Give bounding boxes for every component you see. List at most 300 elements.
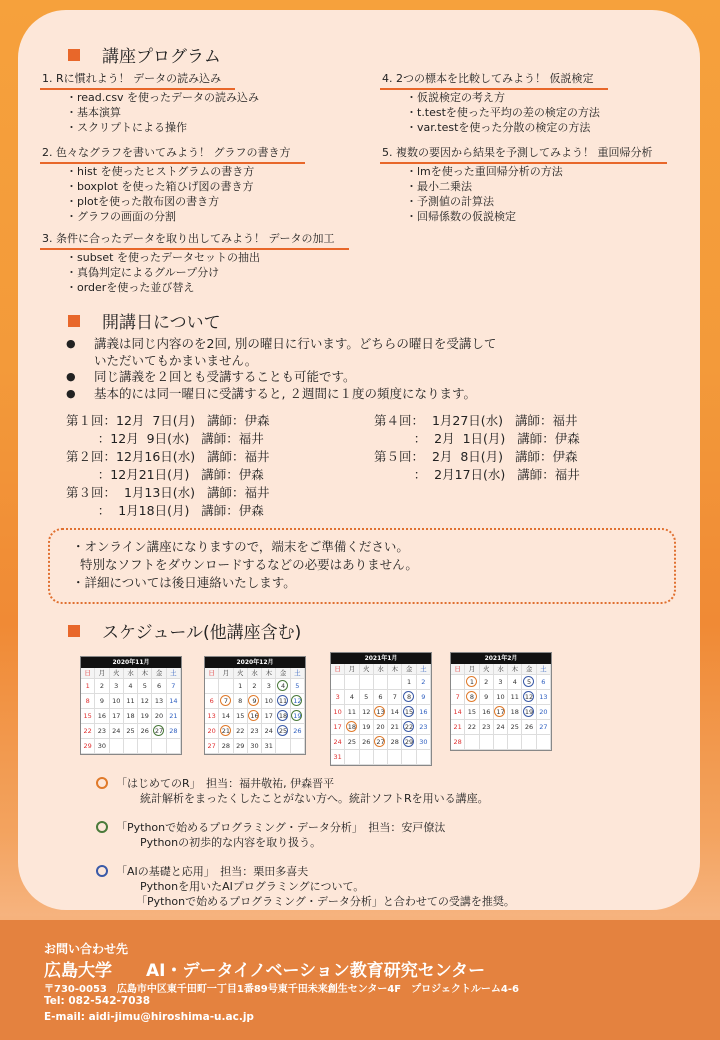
calendar-day bbox=[138, 694, 152, 709]
notice-line: ・オンライン講座になりますので，端末をご準備ください。 bbox=[72, 539, 409, 554]
day-number: 29 bbox=[236, 742, 245, 750]
course-ring-icon bbox=[248, 695, 259, 706]
calendar-day bbox=[522, 735, 536, 750]
topic-item: ・var.testを使った分散の検定の方法 bbox=[406, 121, 591, 134]
session-line: ：12月 9日(水) 講師：福井 bbox=[66, 431, 264, 446]
calendar-day bbox=[522, 705, 536, 720]
topic-item: ・予測値の計算法 bbox=[406, 195, 494, 208]
day-number: 20 bbox=[154, 712, 164, 720]
calendar-day bbox=[205, 709, 219, 724]
day-number: 27 bbox=[376, 738, 385, 746]
legend-title: 「AIの基礎と応用」 担当：栗田多喜夫 bbox=[116, 865, 309, 878]
day-number: 20 bbox=[376, 723, 385, 731]
day-number: 7 bbox=[455, 693, 460, 701]
topic-title bbox=[40, 70, 259, 90]
legend-line bbox=[96, 864, 515, 879]
dates-section-title: 開講日について bbox=[68, 308, 221, 333]
weekday-label: 木 bbox=[508, 664, 522, 675]
session-line: ： 2月17日(水) 講師：福井 bbox=[374, 467, 580, 482]
calendar-day bbox=[402, 750, 416, 765]
topic-item: ・基本演算 bbox=[66, 106, 121, 119]
calendar-day bbox=[167, 709, 181, 724]
legend-item bbox=[96, 776, 489, 806]
calendar-day bbox=[276, 739, 290, 754]
day-number: 17 bbox=[264, 712, 273, 720]
day-number: 5 bbox=[526, 678, 532, 686]
calendar-day bbox=[234, 679, 248, 694]
weekday-label: 金 bbox=[276, 668, 290, 679]
weekday-label: 月 bbox=[465, 664, 479, 675]
day-number: 7 bbox=[392, 693, 397, 701]
calendar-day bbox=[537, 705, 551, 720]
day-number: 18 bbox=[126, 712, 135, 720]
bullet-row bbox=[64, 369, 664, 386]
calendar-day bbox=[480, 735, 494, 750]
session-line: 第４回： 1月27日(水) 講師：福井 bbox=[374, 413, 578, 428]
day-number: 25 bbox=[510, 723, 519, 731]
topic-item: ・真偽判定によるグループ分け bbox=[66, 266, 220, 279]
day-number: 6 bbox=[541, 678, 546, 686]
calendar-day bbox=[345, 705, 359, 720]
calendar-day bbox=[110, 679, 124, 694]
calendar-title: 2021年1月 bbox=[331, 653, 431, 664]
square-bullet-icon bbox=[68, 625, 80, 637]
calendar-day bbox=[480, 675, 494, 690]
course-ring-icon bbox=[523, 676, 534, 687]
topic-title bbox=[40, 144, 305, 164]
legend-circle-icon bbox=[96, 821, 108, 833]
calendar-day bbox=[465, 690, 479, 705]
day-number: 3 bbox=[114, 682, 119, 690]
calendar-day bbox=[234, 694, 248, 709]
weekday-label: 火 bbox=[234, 668, 248, 679]
bullet-dot-icon: ● bbox=[66, 337, 76, 350]
calendar-day bbox=[138, 709, 152, 724]
calendar-day bbox=[360, 690, 374, 705]
calendar-day bbox=[81, 709, 95, 724]
session-line: 第２回：12月16日(水) 講師：福井 bbox=[66, 449, 270, 464]
calendar-day bbox=[480, 720, 494, 735]
calendar-day bbox=[167, 724, 181, 739]
calendar-day bbox=[291, 694, 305, 709]
legend-desc: 統計解析をまったくしたことがない方へ。統計ソフトRを用いる講座。 bbox=[140, 792, 489, 805]
bullet-dot-icon bbox=[64, 353, 94, 370]
calendar-day bbox=[402, 705, 416, 720]
day-number: 22 bbox=[467, 723, 477, 731]
calendar-day bbox=[345, 675, 359, 690]
day-number: 11 bbox=[510, 693, 519, 701]
legend-desc: Pythonを用いたAIプログラミングについて。 bbox=[140, 880, 365, 893]
day-number: 26 bbox=[362, 738, 371, 746]
day-number: 6 bbox=[156, 682, 162, 690]
weekday-label: 日 bbox=[451, 664, 465, 675]
calendar-day bbox=[494, 720, 508, 735]
topic-item: ・回帰係数の仮説検定 bbox=[406, 210, 516, 223]
day-number: 14 bbox=[221, 712, 231, 720]
session-line: ： 2月 1日(月) 講師：伊森 bbox=[374, 431, 580, 446]
calendar-day bbox=[388, 690, 402, 705]
calendar-day bbox=[388, 735, 402, 750]
calendar-day bbox=[248, 694, 262, 709]
square-bullet-icon bbox=[68, 49, 80, 61]
calendar-day bbox=[95, 724, 109, 739]
calendar-day bbox=[388, 675, 402, 690]
calendar-day bbox=[374, 735, 388, 750]
day-number: 23 bbox=[419, 723, 428, 731]
calendar-day bbox=[374, 750, 388, 765]
weekday-label: 月 bbox=[219, 668, 233, 679]
calendar-day bbox=[508, 690, 522, 705]
course-ring-icon bbox=[220, 725, 231, 736]
day-number: 10 bbox=[333, 708, 342, 716]
day-number: 28 bbox=[390, 738, 399, 746]
calendar-title: 2021年2月 bbox=[451, 653, 551, 664]
calendar-day bbox=[262, 679, 276, 694]
calendar-day bbox=[331, 675, 345, 690]
legend-item bbox=[96, 864, 515, 909]
calendar-day bbox=[388, 720, 402, 735]
weekday-label: 金 bbox=[402, 664, 416, 675]
calendar-day bbox=[219, 709, 233, 724]
calendar-day bbox=[110, 694, 124, 709]
day-number: 4 bbox=[128, 682, 133, 690]
day-number: 3 bbox=[335, 693, 340, 701]
session-line: ： 1月18日(月) 講師：伊森 bbox=[66, 503, 264, 518]
calendar-day bbox=[234, 724, 248, 739]
calendar-day bbox=[465, 705, 479, 720]
calendar-day bbox=[234, 709, 248, 724]
calendar-day bbox=[508, 705, 522, 720]
calendar-day bbox=[522, 720, 536, 735]
day-number: 23 bbox=[250, 727, 259, 735]
topic-item: ・plotを使った散布図の書き方 bbox=[66, 195, 220, 208]
calendar-day bbox=[291, 709, 305, 724]
topic-item: ・最小二乗法 bbox=[406, 180, 472, 193]
day-number: 1 bbox=[406, 678, 412, 686]
day-number: 14 bbox=[390, 708, 399, 716]
calendar-day bbox=[508, 720, 522, 735]
weekday-label: 水 bbox=[494, 664, 508, 675]
calendar-day bbox=[451, 690, 465, 705]
topic-item: ・subset を使ったデータセットの抽出 bbox=[66, 251, 260, 264]
day-number: 9 bbox=[484, 693, 489, 701]
bullet-text: 基本的には同一曜日に受講すると, ２週間に１度の頻度になります。 bbox=[94, 385, 476, 401]
calendar-day bbox=[417, 720, 431, 735]
day-number: 24 bbox=[112, 727, 121, 735]
calendar-day bbox=[345, 690, 359, 705]
calendar-day bbox=[219, 679, 233, 694]
calendar-day bbox=[81, 679, 95, 694]
notice-line: ・詳細については後日連絡いたします。 bbox=[72, 575, 296, 590]
day-number: 12 bbox=[293, 697, 302, 705]
weekday-label: 月 bbox=[95, 668, 109, 679]
legend-item bbox=[96, 820, 445, 850]
calendar-day bbox=[219, 739, 233, 754]
course-ring-icon bbox=[277, 695, 288, 706]
weekday-label: 木 bbox=[138, 668, 152, 679]
bullet-row bbox=[64, 336, 664, 353]
calendar-day bbox=[276, 694, 290, 709]
day-number: 24 bbox=[333, 738, 342, 746]
legend-circle-icon bbox=[96, 865, 108, 877]
day-number: 18 bbox=[347, 723, 357, 731]
day-number: 28 bbox=[221, 742, 231, 750]
day-number: 4 bbox=[349, 693, 354, 701]
calendar-day bbox=[124, 724, 138, 739]
calendar-day bbox=[219, 694, 233, 709]
calendar-month bbox=[80, 656, 182, 755]
calendar-day bbox=[234, 739, 248, 754]
calendar-day bbox=[417, 690, 431, 705]
day-number: 16 bbox=[250, 712, 259, 720]
calendar-day bbox=[402, 690, 416, 705]
day-number: 23 bbox=[482, 723, 491, 731]
bullet-text: いただいてもかまいません。 bbox=[94, 352, 258, 368]
contact-label: お問い合わせ先 bbox=[44, 942, 129, 956]
course-ring-icon bbox=[153, 725, 164, 736]
calendar-day bbox=[124, 739, 138, 754]
calendar-day bbox=[537, 690, 551, 705]
calendar-day bbox=[276, 709, 290, 724]
calendar-day bbox=[417, 675, 431, 690]
day-number: 7 bbox=[171, 682, 176, 690]
program-topic bbox=[380, 144, 667, 224]
calendar-day bbox=[417, 705, 431, 720]
calendar-day bbox=[276, 679, 290, 694]
calendar-day bbox=[345, 750, 359, 765]
day-number: 22 bbox=[83, 727, 92, 735]
calendar-day bbox=[167, 739, 181, 754]
day-number: 24 bbox=[496, 723, 505, 731]
course-ring-icon bbox=[403, 736, 414, 747]
day-number: 18 bbox=[510, 708, 519, 716]
weekday-label: 金 bbox=[522, 664, 536, 675]
course-ring-icon bbox=[466, 676, 477, 687]
day-number: 24 bbox=[264, 727, 273, 735]
day-number: 13 bbox=[376, 708, 385, 716]
day-number: 17 bbox=[333, 723, 342, 731]
bullet-text: 講義は同じ内容のを2回, 別の曜日に行います。どちらの曜日を受講して bbox=[94, 336, 497, 351]
weekday-label: 土 bbox=[537, 664, 551, 675]
day-number: 12 bbox=[140, 697, 149, 705]
calendar-day bbox=[167, 679, 181, 694]
day-number: 2 bbox=[421, 678, 426, 686]
day-number: 6 bbox=[378, 693, 383, 701]
calendar-day bbox=[388, 705, 402, 720]
calendar-day bbox=[331, 690, 345, 705]
day-number: 15 bbox=[83, 712, 92, 720]
course-ring-icon bbox=[466, 691, 477, 702]
calendar-day bbox=[291, 724, 305, 739]
day-number: 17 bbox=[112, 712, 121, 720]
course-ring-icon bbox=[346, 721, 357, 732]
calendar-day bbox=[248, 724, 262, 739]
calendar-day bbox=[331, 705, 345, 720]
calendar-day bbox=[494, 735, 508, 750]
day-number: 8 bbox=[406, 693, 412, 701]
calendar-day bbox=[465, 675, 479, 690]
topic-item: ・t.testを使った平均の差の検定の方法 bbox=[406, 106, 600, 119]
day-number: 3 bbox=[266, 682, 271, 690]
calendar-day bbox=[374, 675, 388, 690]
topic-title-text: 3. 条件に合ったデータを取り出してみよう！ データの加工 bbox=[40, 230, 349, 250]
day-number: 9 bbox=[421, 693, 426, 701]
calendar-day bbox=[138, 679, 152, 694]
day-number: 1 bbox=[238, 682, 243, 690]
session-line: 第１回：12月 7日(月) 講師：伊森 bbox=[66, 413, 270, 428]
day-number: 4 bbox=[512, 678, 517, 686]
square-bullet-icon bbox=[68, 315, 80, 327]
calendar-day bbox=[124, 679, 138, 694]
calendar-day bbox=[95, 694, 109, 709]
calendar-day bbox=[152, 739, 166, 754]
weekday-label: 金 bbox=[152, 668, 166, 679]
day-number: 20 bbox=[539, 708, 548, 716]
calendar-day bbox=[374, 705, 388, 720]
calendar-day bbox=[167, 694, 181, 709]
weekday-label: 土 bbox=[417, 664, 431, 675]
day-number: 22 bbox=[236, 727, 245, 735]
calendar-day bbox=[360, 720, 374, 735]
topic-title-text: 5. 複数の要因から結果を予測してみよう！ 重回帰分析 bbox=[380, 144, 667, 164]
course-ring-icon bbox=[403, 721, 414, 732]
legend-title: 「はじめてのR」 担当：福井敬祐, 伊森晋平 bbox=[116, 777, 335, 790]
day-number: 30 bbox=[419, 738, 428, 746]
calendar-day bbox=[124, 694, 138, 709]
day-number: 21 bbox=[390, 723, 399, 731]
calendar-day bbox=[374, 690, 388, 705]
day-number: 21 bbox=[169, 712, 178, 720]
schedule-section-title: スケジュール(他講座含む) bbox=[68, 618, 301, 643]
day-number: 14 bbox=[169, 697, 178, 705]
day-number: 2 bbox=[99, 682, 104, 690]
program-topic bbox=[380, 70, 608, 135]
calendar-grid bbox=[205, 668, 305, 754]
day-number: 20 bbox=[207, 727, 216, 735]
topic-title-text: 2. 色々なグラフを書いてみよう！ グラフの書き方 bbox=[40, 144, 305, 164]
calendar-day bbox=[537, 735, 551, 750]
topic-title bbox=[380, 144, 667, 164]
calendar-day bbox=[345, 720, 359, 735]
calendar-day bbox=[345, 735, 359, 750]
telephone: Tel: 082-542-7038 bbox=[44, 995, 151, 1007]
day-number: 6 bbox=[209, 697, 214, 705]
day-number: 10 bbox=[264, 697, 273, 705]
day-number: 30 bbox=[250, 742, 259, 750]
course-ring-icon bbox=[220, 695, 231, 706]
weekday-label: 土 bbox=[167, 668, 181, 679]
schedule-left bbox=[66, 412, 270, 520]
calendar-day bbox=[374, 720, 388, 735]
day-number: 5 bbox=[142, 682, 147, 690]
weekday-label: 月 bbox=[345, 664, 359, 675]
day-number: 25 bbox=[347, 738, 357, 746]
day-number: 21 bbox=[221, 727, 231, 735]
topic-title bbox=[380, 70, 608, 90]
topic-title bbox=[40, 230, 349, 250]
address: 〒730-0053 広島市中区東千田町一丁目1番89号東千田未来創生センター4F プロジェクトルーム4-6 bbox=[44, 984, 519, 995]
course-ring-icon bbox=[277, 680, 288, 691]
legend-title: 「Pythonで始めるプログラミング・データ分析」 担当：安戸僚汰 bbox=[116, 821, 446, 834]
day-number: 30 bbox=[97, 742, 107, 750]
notice-line: 特別なソフトをダウンロードするなどの必要はありません。 bbox=[72, 557, 418, 572]
calendar-day bbox=[81, 724, 95, 739]
calendar-day bbox=[138, 739, 152, 754]
calendar-day bbox=[537, 675, 551, 690]
weekday-label: 水 bbox=[124, 668, 138, 679]
day-number: 2 bbox=[252, 682, 257, 690]
day-number: 23 bbox=[97, 727, 107, 735]
calendar-day bbox=[291, 739, 305, 754]
day-number: 8 bbox=[469, 693, 474, 701]
day-number: 31 bbox=[264, 742, 273, 750]
day-number: 13 bbox=[154, 697, 164, 705]
calendar-day bbox=[522, 690, 536, 705]
topic-item: ・lmを使った重回帰分析の方法 bbox=[406, 165, 563, 178]
bullet-text: 同じ講義を２回とも受講することも可能です。 bbox=[94, 369, 356, 384]
course-ring-icon bbox=[403, 691, 414, 702]
schedule-right bbox=[374, 412, 580, 484]
calendar-day bbox=[110, 739, 124, 754]
day-number: 26 bbox=[140, 727, 149, 735]
calendar-day bbox=[205, 694, 219, 709]
weekday-label: 木 bbox=[262, 668, 276, 679]
day-number: 4 bbox=[280, 682, 286, 690]
calendar-day bbox=[508, 675, 522, 690]
calendar-day bbox=[219, 724, 233, 739]
day-number: 7 bbox=[223, 697, 228, 705]
legend-line bbox=[96, 776, 489, 791]
day-number: 29 bbox=[83, 742, 92, 750]
calendar-day bbox=[81, 694, 95, 709]
day-number: 27 bbox=[207, 742, 216, 750]
calendar-day bbox=[480, 690, 494, 705]
calendar-day bbox=[494, 705, 508, 720]
calendar-day bbox=[417, 750, 431, 765]
session-line: 第３回： 1月13日(水) 講師：福井 bbox=[66, 485, 270, 500]
program-section-title: 講座プログラム bbox=[68, 42, 221, 67]
calendar-day bbox=[95, 679, 109, 694]
calendar-day bbox=[110, 724, 124, 739]
calendar-day bbox=[205, 724, 219, 739]
email-address: E-mail: aidi-jimu@hiroshima-u.ac.jp bbox=[44, 1011, 254, 1023]
organization-name: 広島大学 AI・データイノベーション教育研究センター bbox=[44, 961, 486, 981]
calendar-day bbox=[402, 735, 416, 750]
calendar-grid bbox=[81, 668, 181, 754]
calendar-day bbox=[480, 705, 494, 720]
calendar-month bbox=[330, 652, 432, 766]
day-number: 13 bbox=[539, 693, 548, 701]
bullet-row bbox=[64, 353, 664, 370]
legend-line bbox=[96, 820, 445, 835]
notice-box bbox=[48, 528, 676, 604]
topic-item: ・仮説検定の考え方 bbox=[406, 91, 505, 104]
weekday-label: 火 bbox=[360, 664, 374, 675]
calendar-day bbox=[110, 709, 124, 724]
day-number: 21 bbox=[453, 723, 462, 731]
day-number: 8 bbox=[85, 697, 90, 705]
calendar-day bbox=[465, 720, 479, 735]
calendar-day bbox=[152, 724, 166, 739]
weekday-label: 火 bbox=[110, 668, 124, 679]
day-number: 16 bbox=[97, 712, 107, 720]
weekday-label: 土 bbox=[291, 668, 305, 679]
topic-item: ・スクリプトによる操作 bbox=[66, 121, 187, 134]
program-topic bbox=[40, 70, 259, 135]
calendar-day bbox=[81, 739, 95, 754]
weekday-label: 日 bbox=[81, 668, 95, 679]
day-number: 27 bbox=[539, 723, 548, 731]
